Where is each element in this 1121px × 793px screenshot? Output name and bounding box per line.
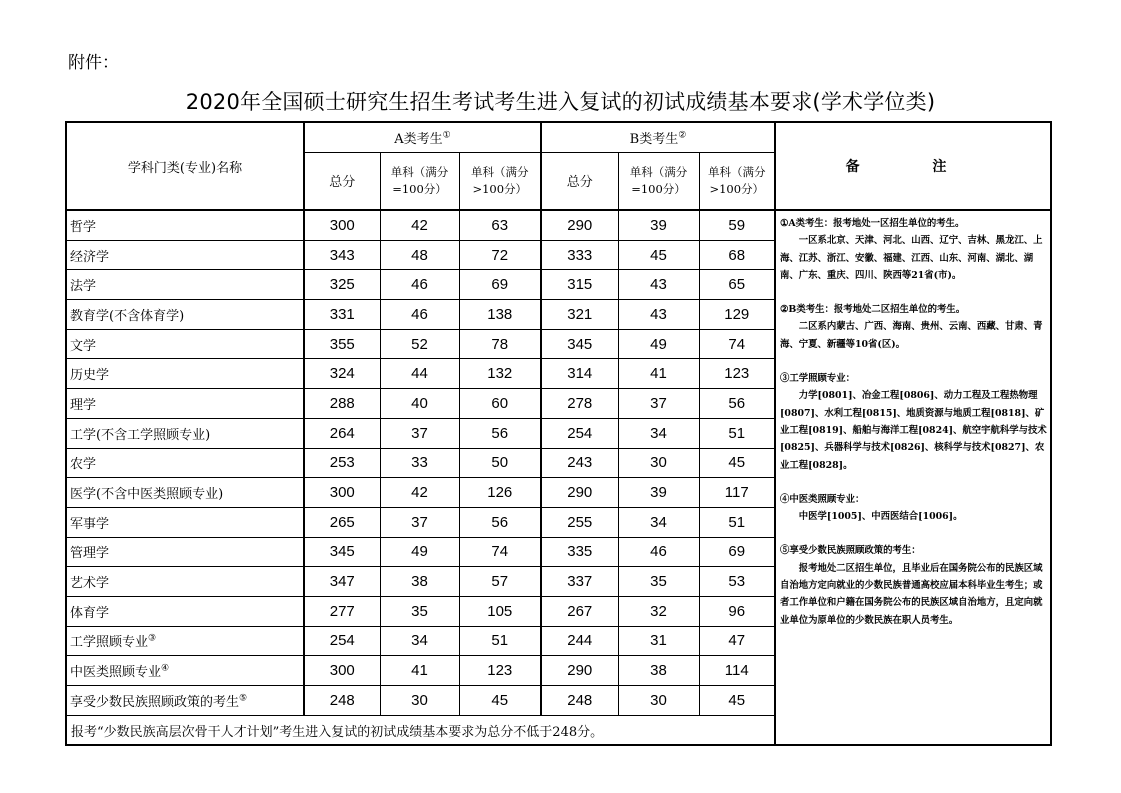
remark-title: ⑤享受少数民族照顾政策的考生： (780, 545, 921, 557)
remark-note (780, 215, 1047, 284)
a-single-over-cell: 69 (459, 270, 541, 300)
a-single-over-cell: 60 (459, 389, 541, 419)
a-single-100-cell: 48 (380, 240, 459, 270)
a-single-100-cell: 38 (380, 567, 459, 597)
a-single-over-cell: 50 (459, 448, 541, 478)
a-total-cell: 355 (304, 329, 380, 359)
b-single-over-cell: 65 (699, 270, 775, 300)
b-single-over-cell: 45 (699, 686, 775, 716)
b-single-over-header: 单科（满分>100分） (699, 152, 775, 210)
b-total-cell: 255 (541, 507, 618, 537)
b-single-over-cell: 117 (699, 478, 775, 508)
b-single-100-cell: 43 (618, 270, 699, 300)
a-single-over-cell: 78 (459, 329, 541, 359)
subject-name (66, 240, 304, 270)
a-single-over-cell: 56 (459, 418, 541, 448)
b-total-cell: 290 (541, 210, 618, 240)
table-row (66, 210, 1051, 240)
subject-name (66, 626, 304, 656)
subject-name (66, 300, 304, 330)
a-single-100-cell: 41 (380, 656, 459, 686)
a-single-over-header: 单科（满分>100分） (459, 152, 541, 210)
b-single-100-cell: 30 (618, 448, 699, 478)
a-single-100-cell: 30 (380, 686, 459, 716)
subject-name (66, 270, 304, 300)
b-single-100-cell: 46 (618, 537, 699, 567)
remark-title: ③工学照顾专业： (780, 373, 856, 385)
subject-name-text: 艺术学 (70, 576, 110, 592)
subject-name-text: 经济学 (70, 249, 110, 265)
b-single-100-cell: 39 (618, 478, 699, 508)
b-total-cell: 335 (541, 537, 618, 567)
a-total-header: 总分 (304, 152, 380, 210)
a-single-over-cell: 123 (459, 656, 541, 686)
subject-name-text: 享受少数民族照顾政策的考生 (70, 694, 240, 710)
b-total-header: 总分 (541, 152, 618, 210)
a-single-100-cell: 44 (380, 359, 459, 389)
a-single-100-cell: 46 (380, 270, 459, 300)
b-single-100-cell: 41 (618, 359, 699, 389)
b-single-over-cell: 123 (699, 359, 775, 389)
b-total-cell: 243 (541, 448, 618, 478)
b-total-cell: 244 (541, 626, 618, 656)
b-single-100-cell: 37 (618, 389, 699, 419)
b-total-cell: 248 (541, 686, 618, 716)
b-total-cell: 290 (541, 478, 618, 508)
b-single-over-cell: 59 (699, 210, 775, 240)
subject-name-text: 历史学 (70, 368, 110, 384)
remarks-header: 备 注 (775, 122, 1051, 210)
remark-body: 报考地处二区招生单位，且毕业后在国务院公布的民族区域自治地方定向就业的少数民族普通高校应届本科毕业生考生；或者工作单位和户籍在国务院公布的民族区域自治地方，且定向就业单位为原单位的少数民族在职人员考生。 (780, 562, 1043, 626)
b-single-over-cell: 74 (699, 329, 775, 359)
subject-name-text: 理学 (70, 397, 97, 413)
remark-title: ①A类考生：报考地处一区招生单位的考生。 (780, 218, 965, 229)
a-total-cell: 265 (304, 507, 380, 537)
b-single-100-cell: 43 (618, 300, 699, 330)
group-a-header: A类考生① (304, 122, 541, 152)
a-single-over-cell: 45 (459, 686, 541, 716)
b-single-over-cell: 53 (699, 567, 775, 597)
b-single-100-cell: 35 (618, 567, 699, 597)
a-total-cell: 277 (304, 596, 380, 626)
b-single-over-cell: 69 (699, 537, 775, 567)
subject-name (66, 478, 304, 508)
subject-header: 学科门类(专业)名称 (66, 122, 304, 210)
remarks-cell (775, 210, 1051, 745)
subject-name-text: 工学照顾专业 (70, 635, 149, 651)
a-total-cell: 347 (304, 567, 380, 597)
subject-name (66, 656, 304, 686)
a-single-over-cell: 126 (459, 478, 541, 508)
b-single-over-cell: 114 (699, 656, 775, 686)
b-single-over-cell: 47 (699, 626, 775, 656)
b-single-over-cell: 51 (699, 507, 775, 537)
b-single-100-cell: 34 (618, 507, 699, 537)
a-single-over-cell: 51 (459, 626, 541, 656)
b-total-cell: 345 (541, 329, 618, 359)
b-total-cell: 315 (541, 270, 618, 300)
a-total-cell: 345 (304, 537, 380, 567)
a-single-100-cell: 37 (380, 507, 459, 537)
b-single-over-cell: 68 (699, 240, 775, 270)
subject-name (66, 418, 304, 448)
b-single-100-cell: 32 (618, 596, 699, 626)
a-total-cell: 300 (304, 210, 380, 240)
a-total-cell: 264 (304, 418, 380, 448)
remark-body: 一区系北京、天津、河北、山西、辽宁、吉林、黑龙江、上海、江苏、浙江、安徽、福建、江西、山东、河南、湖北、湖南、广东、重庆、四川、陕西等21省(市)。 (780, 235, 1043, 281)
subject-name-text: 文学 (70, 338, 97, 354)
b-single-100-header: 单科（满分=100分） (618, 152, 699, 210)
subject-name (66, 507, 304, 537)
subject-name-text: 工学(不含工学照顾专业) (70, 427, 211, 443)
b-single-over-cell: 129 (699, 300, 775, 330)
footnote-mark: ④ (161, 663, 170, 674)
a-single-100-header: 单科（满分=100分） (380, 152, 459, 210)
score-table (65, 121, 1052, 746)
subject-name (66, 389, 304, 419)
subject-name-text: 体育学 (70, 605, 110, 621)
b-single-over-cell: 51 (699, 418, 775, 448)
b-total-cell: 278 (541, 389, 618, 419)
footer-note: 报考“少数民族高层次骨干人才计划”考生进入复试的初试成绩基本要求为总分不低于248分。 (66, 715, 775, 745)
subject-name (66, 596, 304, 626)
a-total-cell: 288 (304, 389, 380, 419)
remark-body: 二区系内蒙古、广西、海南、贵州、云南、西藏、甘肃、青海、宁夏、新疆等10省(区)。 (780, 321, 1043, 350)
a-total-cell: 248 (304, 686, 380, 716)
a-total-cell: 325 (304, 270, 380, 300)
a-total-cell: 300 (304, 656, 380, 686)
b-single-over-cell: 96 (699, 596, 775, 626)
b-single-100-cell: 49 (618, 329, 699, 359)
b-total-cell: 267 (541, 596, 618, 626)
a-single-over-cell: 63 (459, 210, 541, 240)
subject-name-text: 医学(不含中医类照顾专业) (70, 487, 224, 503)
b-single-100-cell: 31 (618, 626, 699, 656)
a-single-100-cell: 42 (380, 478, 459, 508)
subject-name (66, 537, 304, 567)
remark-note (780, 542, 1047, 628)
a-single-over-cell: 138 (459, 300, 541, 330)
a-single-100-cell: 35 (380, 596, 459, 626)
a-single-over-cell: 132 (459, 359, 541, 389)
remark-note (780, 370, 1047, 474)
remark-title: ②B类考生：报考地处二区招生单位的考生。 (780, 304, 966, 316)
subject-name (66, 567, 304, 597)
b-single-100-cell: 34 (618, 418, 699, 448)
b-single-100-cell: 39 (618, 210, 699, 240)
remark-body: 中医学[1005]、中西医结合[1006]。 (798, 511, 963, 523)
b-total-cell: 337 (541, 567, 618, 597)
a-total-cell: 324 (304, 359, 380, 389)
group-b-header: B类考生② (541, 122, 775, 152)
b-total-cell: 290 (541, 656, 618, 686)
subject-name-text: 管理学 (70, 546, 110, 562)
subject-name-text: 军事学 (70, 516, 110, 532)
footnote-mark: ⑤ (239, 693, 248, 704)
a-total-cell: 343 (304, 240, 380, 270)
a-single-over-cell: 72 (459, 240, 541, 270)
subject-name-text: 教育学(不含体育学) (70, 308, 185, 324)
a-single-100-cell: 49 (380, 537, 459, 567)
a-total-cell: 300 (304, 478, 380, 508)
b-total-cell: 314 (541, 359, 618, 389)
subject-name (66, 448, 304, 478)
a-single-100-cell: 42 (380, 210, 459, 240)
a-single-100-cell: 34 (380, 626, 459, 656)
a-single-100-cell: 52 (380, 329, 459, 359)
b-total-cell: 333 (541, 240, 618, 270)
b-single-100-cell: 45 (618, 240, 699, 270)
document-title: 2020年全国硕士研究生招生考试考生进入复试的初试成绩基本要求(学术学位类) (185, 90, 936, 114)
b-total-cell: 254 (541, 418, 618, 448)
a-single-over-cell: 74 (459, 537, 541, 567)
subject-name-text: 中医类照顾专业 (70, 665, 162, 681)
a-single-over-cell: 105 (459, 596, 541, 626)
a-single-over-cell: 56 (459, 507, 541, 537)
a-single-100-cell: 33 (380, 448, 459, 478)
subject-name-text: 法学 (70, 279, 97, 295)
subject-name (66, 210, 304, 240)
b-single-100-cell: 38 (618, 656, 699, 686)
b-single-over-cell: 45 (699, 448, 775, 478)
attachment-label: 附件： (68, 53, 119, 73)
remark-title: ④中医类照顾专业： (780, 493, 865, 505)
a-single-over-cell: 57 (459, 567, 541, 597)
remark-body: 力学[0801]、冶金工程[0806]、动力工程及工程热物理[0807]、水利工程[0815]、地质资源与地质工程[0818]、矿业工程[0819]、船舶与海洋工程[0824]、航空宇航科学与技术[0825]、兵器科学与技术[0826]、核科学与技术[0827]、农业工程[0828]。 (780, 390, 1047, 471)
a-total-cell: 254 (304, 626, 380, 656)
subject-name (66, 359, 304, 389)
b-total-cell: 321 (541, 300, 618, 330)
footnote-mark: ③ (148, 634, 157, 645)
subject-name (66, 686, 304, 716)
b-single-over-cell: 56 (699, 389, 775, 419)
subject-name-text: 哲学 (70, 219, 97, 235)
a-single-100-cell: 40 (380, 389, 459, 419)
a-total-cell: 331 (304, 300, 380, 330)
b-single-100-cell: 30 (618, 686, 699, 716)
remark-note (780, 301, 1047, 353)
a-single-100-cell: 37 (380, 418, 459, 448)
subject-name-text: 农学 (70, 457, 97, 473)
remark-note (780, 491, 1047, 526)
a-total-cell: 253 (304, 448, 380, 478)
a-single-100-cell: 46 (380, 300, 459, 330)
subject-name (66, 329, 304, 359)
